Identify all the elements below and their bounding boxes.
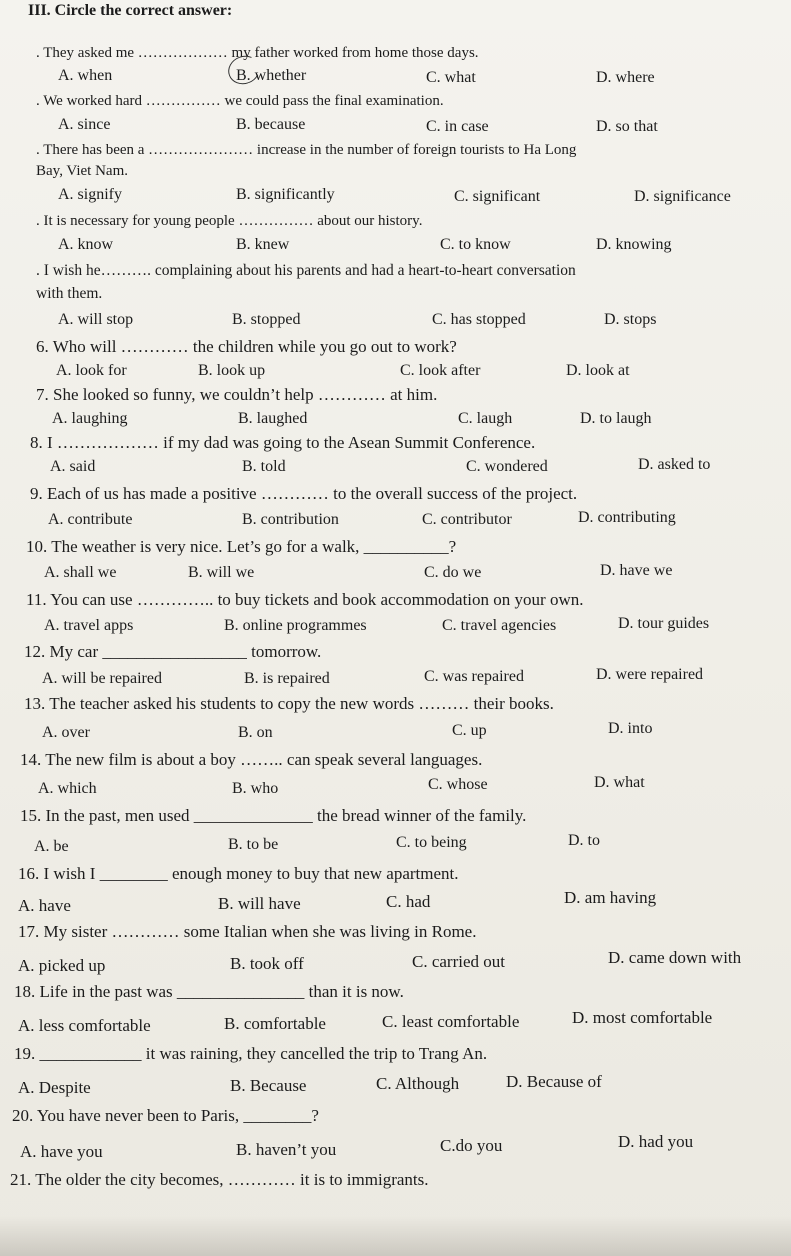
question-8-option-a[interactable]: A. said	[50, 458, 96, 475]
question-10-option-d[interactable]: D. have we	[600, 562, 673, 579]
question-12-option-a[interactable]: A. will be repaired	[42, 670, 162, 687]
question-7-option-d[interactable]: D. to laugh	[580, 410, 652, 427]
question-16-option-a[interactable]: A. have	[18, 896, 71, 915]
question-13-option-b[interactable]: B. on	[238, 724, 273, 741]
question-14-option-d[interactable]: D. what	[594, 774, 645, 791]
question-14-option-b[interactable]: B. who	[232, 780, 279, 797]
question-19-option-d[interactable]: D. Because of	[506, 1072, 602, 1091]
question-18-stem: 18. Life in the past was _______________ than it is now.	[14, 982, 404, 1001]
question-10-stem: 10. The weather is very nice. Let’s go for a walk, __________?	[26, 537, 457, 556]
question-7-option-a[interactable]: A. laughing	[52, 410, 128, 427]
question-5-option-d[interactable]: D. stops	[604, 311, 657, 328]
question-11-stem: 11. You can use ………….. to buy tickets and book accommodation on your own.	[26, 590, 584, 609]
question-3-option-d[interactable]: D. significance	[634, 188, 731, 205]
question-4-option-b[interactable]: B. knew	[236, 236, 290, 253]
question-9-stem: 9. Each of us has made a positive ………… to the overall success of the project.	[30, 484, 578, 503]
question-19-option-c[interactable]: C. Although	[376, 1074, 460, 1093]
question-17-option-b[interactable]: B. took off	[230, 954, 304, 973]
question-8-option-b[interactable]: B. told	[242, 458, 286, 475]
question-2-option-a[interactable]: A. since	[58, 116, 111, 133]
question-15-option-a[interactable]: A. be	[34, 838, 69, 855]
question-1-option-a[interactable]: A. when	[58, 67, 113, 84]
question-4-option-a[interactable]: A. know	[58, 236, 114, 253]
question-3-option-c[interactable]: C. significant	[454, 188, 541, 205]
question-9-option-b[interactable]: B. contribution	[242, 511, 339, 528]
question-11-option-a[interactable]: A. travel apps	[44, 617, 134, 634]
question-16-stem: 16. I wish I ________ enough money to buy that new apartment.	[18, 864, 459, 883]
question-9-option-a[interactable]: A. contribute	[48, 511, 133, 528]
question-18-option-b[interactable]: B. comfortable	[224, 1014, 326, 1033]
question-12-option-d[interactable]: D. were repaired	[596, 666, 704, 683]
question-7-option-b[interactable]: B. laughed	[238, 410, 308, 427]
question-9-option-d[interactable]: D. contributing	[578, 509, 676, 526]
question-4-option-d[interactable]: D. knowing	[596, 236, 672, 253]
question-3-stem-continued: Bay, Viet Nam.	[36, 163, 128, 179]
question-20-option-d[interactable]: D. had you	[618, 1132, 694, 1151]
question-7-option-c[interactable]: C. laugh	[458, 410, 513, 427]
question-15-option-c[interactable]: C. to being	[396, 834, 467, 851]
question-9-option-c[interactable]: C. contributor	[422, 511, 512, 528]
question-7-stem: 7. She looked so funny, we couldn’t help ………… at him.	[36, 385, 438, 404]
question-17-stem: 17. My sister ………… some Italian when she was living in Rome.	[18, 922, 477, 941]
question-19-stem: 19. ____________ it was raining, they cancelled the trip to Trang An.	[14, 1044, 488, 1063]
question-18-option-c[interactable]: C. least comfortable	[382, 1012, 520, 1031]
question-13-option-a[interactable]: A. over	[42, 724, 90, 741]
question-3-option-b[interactable]: B. significantly	[236, 186, 335, 203]
question-17-option-d[interactable]: D. came down with	[608, 948, 742, 967]
page-bottom-shadow	[0, 1216, 791, 1256]
question-17-option-a[interactable]: A. picked up	[18, 956, 106, 975]
question-2-option-c[interactable]: C. in case	[426, 118, 489, 135]
question-10-option-b[interactable]: B. will we	[188, 564, 255, 581]
question-5-stem: . I wish he………. complaining about his parents and had a heart-to-heart conversation	[36, 262, 576, 279]
question-2-option-b[interactable]: B. because	[236, 116, 306, 133]
question-20-stem: 20. You have never been to Paris, ________?	[12, 1106, 319, 1125]
question-19-option-a[interactable]: A. Despite	[18, 1078, 91, 1097]
question-11-option-d[interactable]: D. tour guides	[618, 615, 710, 632]
question-16-option-b[interactable]: B. will have	[218, 894, 301, 913]
question-18-option-d[interactable]: D. most comfortable	[572, 1008, 713, 1027]
question-5-stem-continued: with them.	[36, 285, 103, 302]
question-3-stem: . There has been a ………………… increase in the number of foreign tourists to Ha Long	[36, 142, 577, 158]
question-15-option-d[interactable]: D. to	[568, 832, 600, 849]
question-1-stem: . They asked me ……………… my father worked from home those days.	[36, 45, 479, 61]
question-13-option-c[interactable]: C. up	[452, 722, 487, 739]
question-20-option-b[interactable]: B. haven’t you	[236, 1140, 337, 1159]
question-8-option-d[interactable]: D. asked to	[638, 456, 711, 473]
question-5-option-b[interactable]: B. stopped	[232, 311, 301, 328]
question-14-option-c[interactable]: C. whose	[428, 776, 488, 793]
question-6-stem: 6. Who will ………… the children while you go out to work?	[36, 337, 457, 356]
question-11-option-b[interactable]: B. online programmes	[224, 617, 367, 634]
question-4-stem: . It is necessary for young people …………… about our history.	[36, 213, 423, 229]
question-6-option-d[interactable]: D. look at	[566, 362, 630, 379]
question-21-stem: 21. The older the city becomes, ………… it is to immigrants.	[10, 1170, 429, 1189]
question-1-option-c[interactable]: C. what	[426, 69, 476, 86]
question-8-stem: 8. I ……………… if my dad was going to the Asean Summit Conference.	[30, 433, 536, 452]
question-13-option-d[interactable]: D. into	[608, 720, 653, 737]
question-11-option-c[interactable]: C. travel agencies	[442, 617, 557, 634]
question-8-option-c[interactable]: C. wondered	[466, 458, 548, 475]
question-16-option-c[interactable]: C. had	[386, 892, 431, 911]
question-10-option-c[interactable]: C. do we	[424, 564, 482, 581]
question-18-option-a[interactable]: A. less comfortable	[18, 1016, 151, 1035]
question-10-option-a[interactable]: A. shall we	[44, 564, 117, 581]
question-14-option-a[interactable]: A. which	[38, 780, 97, 797]
question-13-stem: 13. The teacher asked his students to copy the new words ……… their books.	[24, 694, 554, 713]
question-3-option-a[interactable]: A. signify	[58, 186, 122, 203]
question-1-option-d[interactable]: D. where	[596, 69, 655, 86]
question-5-option-a[interactable]: A. will stop	[58, 311, 134, 328]
question-17-option-c[interactable]: C. carried out	[412, 952, 505, 971]
question-6-option-b[interactable]: B. look up	[198, 362, 266, 379]
question-12-option-b[interactable]: B. is repaired	[244, 670, 330, 687]
question-5-option-c[interactable]: C. has stopped	[432, 311, 526, 328]
question-19-option-b[interactable]: B. Because	[230, 1076, 307, 1095]
question-2-option-d[interactable]: D. so that	[596, 118, 658, 135]
question-4-option-c[interactable]: C. to know	[440, 236, 511, 253]
question-14-stem: 14. The new film is about a boy …….. can speak several languages.	[20, 750, 483, 769]
question-15-stem: 15. In the past, men used ______________ the bread winner of the family.	[20, 806, 527, 825]
question-6-option-c[interactable]: C. look after	[400, 362, 481, 379]
question-12-option-c[interactable]: C. was repaired	[424, 668, 524, 685]
section-heading: III. Circle the correct answer:	[28, 2, 233, 19]
question-16-option-d[interactable]: D. am having	[564, 888, 657, 907]
question-6-option-a[interactable]: A. look for	[56, 362, 127, 379]
question-15-option-b[interactable]: B. to be	[228, 836, 279, 853]
question-20-option-c[interactable]: C.do you	[440, 1136, 503, 1155]
question-12-stem: 12. My car _________________ tomorrow.	[24, 642, 322, 661]
question-2-stem: . We worked hard …………… we could pass the final examination.	[36, 93, 444, 109]
question-20-option-a[interactable]: A. have you	[20, 1142, 103, 1161]
question-1-option-b[interactable]: B. whether	[236, 67, 307, 84]
